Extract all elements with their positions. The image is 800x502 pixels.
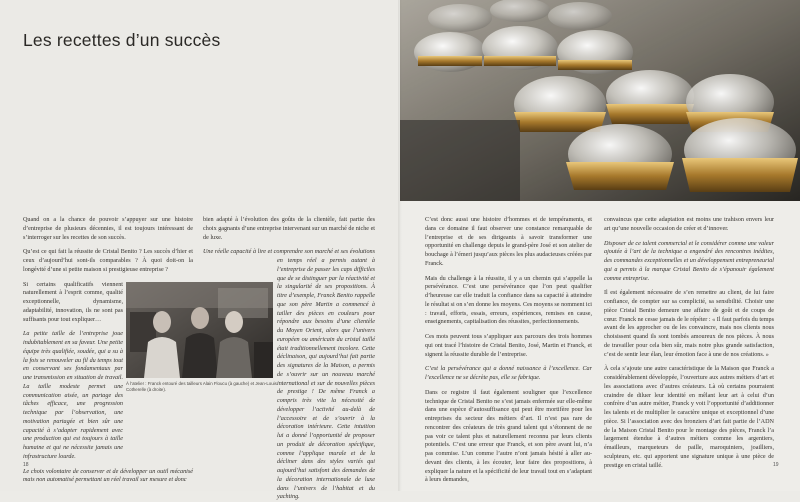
italic-paragraph: Disposer de ce talent commercial et le considérer comme une valeur ajoutée à l’art de la technique a engendré des rencontres inédites, des commandes exceptionnelles et un développement entrepreneurial qui a permis à la marque Cristal Benito de s’épanouir également comme entreprise. xyxy=(604,240,774,282)
paragraph: convaincus que cette adaptation est moins une trahison envers leur art qu’une nouvelle occasion de créer et d’innover. xyxy=(604,217,774,232)
paragraph: À cela s’ajoute une autre caractéristique de la Maison que Franck a considérablement développée, l’ouverture aux autres métiers d’art et les associations avec d’autres créateurs. Là où certains pourraient craindre de diluer leur identité en mêlant leur art à celui d’un confrère d’un autre métier, Franck y voit l’opportunité d’additionner les talents et de multiplier le caractère unique et exceptionnel d’une pièce. Si l’association avec des bronziers d’art fait partie de l’ADN de la Maison Cristal Benito pour le montage des pièces, Franck l’a largement étendue à d’autres métiers comme les argentiers, émailleurs, marqueteurs de paille, maroquiniers, joailliers, sculpteurs, etc. qui apportent une signature unique à une pièce de prestige en cristal taillé. xyxy=(604,366,774,469)
spread-gutter xyxy=(398,0,402,491)
paragraph: Ces mots peuvent tous s’appliquer aux parcours des trois hommes qui ont tracé l’histoire de Cristal Benito, José, Martin et Franck, et signent la réussite durable de l’entreprise. xyxy=(425,334,592,358)
crystal-bowls-photo xyxy=(400,0,800,201)
paragraph: Mais du challenge à la réussite, il y a un chemin qui s’appelle la persévérance. C’est une persévérance que l’on peut qualifier d’heureuse car elle traduit la confiance dans sa capacité à atteindre le résultat si on s’en donne les moyens. Ces moyens se nomment ici : travail, efforts, essais, erreurs, expériences, remises en cause, enseignements, capitalisation des réussites, perfectionnements. xyxy=(425,275,592,326)
paragraph xyxy=(604,240,774,284)
italic-paragraph: C’est la persévérance qui a donné naissance à l’excellence. Car l’excellence ne se décrète pas, elle se fabrique. xyxy=(425,366,592,381)
paragraph: bien adapté à l’évolution des goûts de la clientèle, fait partie des choix gagnants d’une entreprise intervenant sur un marché de niche et de luxe. xyxy=(203,217,375,241)
right-column-2 xyxy=(604,216,774,470)
italic-paragraph: Le choix volontaire de conserver et de développer un outil mécanisé mais non automatisé permettant un réel travail sur mesure et donc xyxy=(23,468,193,484)
photo-caption: À l’atelier : Franck entouré des tailleurs Alain Floucu (à gauche) et Jean-Louis Cotherelle (à droite). xyxy=(126,381,277,392)
paragraph: C’est donc aussi une histoire d’hommes et de tempéraments, et dans ce domaine il faut observer une constance remarquable de l’entreprise et de ses dirigeants à savoir transformer une opportunité en challenge depuis le grand-père José et son atelier de bouchage à l’émeri jusqu’aux pièces les plus audacieuses créées par Franck. xyxy=(425,217,592,267)
article-title: Les recettes d’un succès xyxy=(23,30,221,50)
craftsmen-photo xyxy=(126,282,273,378)
workshop-photo-illustration xyxy=(126,282,273,378)
paragraph xyxy=(425,365,592,383)
paragraph xyxy=(23,330,123,461)
right-column-1 xyxy=(425,216,592,485)
left-page xyxy=(0,0,400,501)
italic-paragraph: Une réelle capacité à lire et comprendre son marché et ses évolutions en temps réel a permis autant à l’entreprise de passer les caps difficiles que de se distinguer par la réactivité et la singularité de ses propositions. À titre d’exemple, Franck Benito rappelle que son père Martin a commencé à tailler des pièces en couleurs pour répondre aux besoins d’une clientèle du Moyen Orient, alors que l’univers européen ou américain du cristal taillé était traditionnellement incolore. Cette déclinaison, qui aujourd’hui fait partie des signatures de la Maison, a permis de s’ouvrir sur un nouveau marché international et sur de nouvelles pièces de prestige ! De même Franck a compris très vite la nécessité de développer l’activité au-delà de l’accessoire et de s’ouvrir à la décoration intérieure. Cette intuition lui a donné l’opportunité de proposer un produit de décoration spécifique, comme l’applique murale et de la décliner dans des styles variés qui aujourd’hui satisfont des demandes de la décoration internationale de luxe dans l’univers de l’habitat et du yachting. xyxy=(203,249,375,501)
paragraph xyxy=(23,468,193,486)
paragraph: Si certains qualificatifs viennent naturellement à l’esprit comme, qualité exceptionnelle, dynamisme, adaptabilité, innovation, ils ne sont pas suffisants pour tout expliquer… xyxy=(23,281,123,323)
paragraph: Il est également nécessaire de s’en remettre au client, de lui faire confiance, de compter sur sa complicité, sa sensibilité. Choisir une pièce Cristal Benito demeure une affaire de goût et de coups de cœur. Franck ne cesse jamais de le répéter : « Il faut parfois du temps avant de les approcher ou de les convaincre, mais nos clients nous choisissent quand ils sont tombés amoureux de nos pièces. À nous de travailler pour cela bien sûr, mais notre plus grande satisfaction, c’est de sentir leur élan, leur émotion face à une de nos créations. » xyxy=(604,290,775,358)
paragraph: Quand on a la chance de pouvoir s’appuyer sur une histoire d’entreprise de plusieurs décennies, il est toujours intéressant de s’interroger sur les recettes de son succès. xyxy=(23,217,193,241)
paragraph: Qu’est ce qui fait la réussite de Cristal Benito ? Les succès d’hier et ceux d’aujourd’hui sont-ils comparables ? À quoi doit-on la longévité d’une si petite maison si prestigieuse entreprise ? xyxy=(23,249,193,273)
page-number: 19 xyxy=(773,462,779,468)
paragraph: Dans ce registre il faut également souligner que l’excellence technique de Cristal Benito ne s’est jamais enfermée sur elle-même dans une espèce d’autosuffisance qui peut être mortifère pour les entreprises du secteur des métiers d’art. Il n’est pas rare de rencontrer des créateurs de très grand talent qui s’étonnent de ne pas voir ce talent plus et naturellement reconnu par leurs clients potentiels. C’est une erreur que Franck, et son père avant lui, n’a pas commise. L’un comme l’autre n’ont jamais hésité à aller au-devant des clients, à les écouter, leur faire des propositions, à expliquer la nature et la spécificité de leur travail tout en s’adaptant à leurs demandes, xyxy=(425,389,592,484)
page-number: 18 xyxy=(23,462,29,468)
crystal-bowls-illustration xyxy=(400,0,800,201)
italic-paragraph: La petite taille de l’entreprise joue indubitablement en sa faveur. Une petite équipe très qualifiée, soudée, qui a su à la fois se renouveler au fil du temps tout en conservant ses fondamentaux par une transmission en situation de travail. La taille modeste permet une communication aisée, un partage des tâches efficace, une progression technique par l’observation, une motivation partagée et bien sûr une capacité à s’adapter rapidement avec une production qui est toujours à taille humaine et qui ne nécessite jamais une infrastructure lourde. xyxy=(23,331,123,460)
